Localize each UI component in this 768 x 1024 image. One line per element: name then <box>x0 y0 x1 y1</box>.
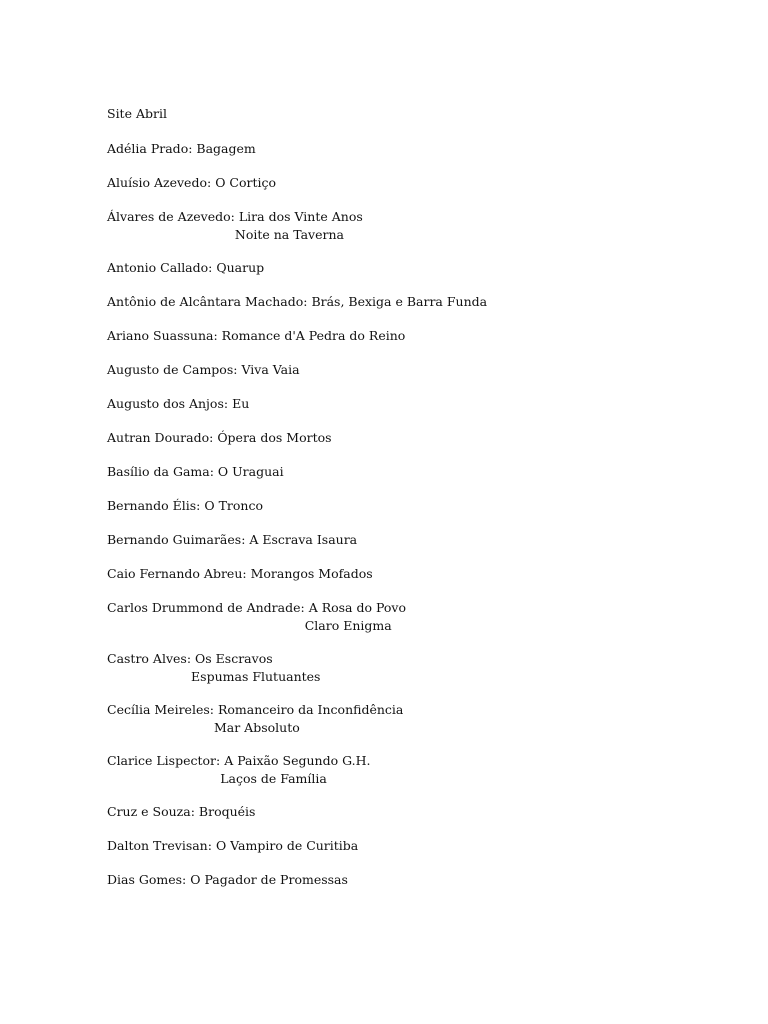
entry-line <box>107 650 487 668</box>
work-title: O Uraguai <box>217 464 284 479</box>
author-name: Cruz e Souza: <box>107 804 195 819</box>
entry <box>107 752 487 787</box>
entry <box>107 208 487 243</box>
work-title: Quarup <box>216 260 265 275</box>
entry <box>107 837 487 855</box>
entry <box>107 259 487 277</box>
entry-line <box>107 599 487 617</box>
work-title: Os Escravos <box>195 651 273 666</box>
work-title: Mar Absoluto <box>213 719 300 735</box>
author-name: Augusto de Campos: <box>107 362 238 377</box>
work-title: Noite na Taverna <box>234 226 344 242</box>
entry-line <box>107 327 487 345</box>
entry <box>107 497 487 515</box>
entry-line <box>107 565 487 583</box>
entry <box>107 463 487 481</box>
entry-line <box>107 140 487 158</box>
work-title: Morangos Mofados <box>250 566 373 581</box>
work-title: A Rosa do Povo <box>308 600 406 615</box>
author-works-list <box>107 140 487 905</box>
entry <box>107 174 487 192</box>
work-title: Broquéis <box>198 804 256 819</box>
entry-line <box>107 701 487 719</box>
entry-line <box>107 463 487 481</box>
work-title: Brás, Bexiga e Barra Funda <box>311 294 488 309</box>
work-title: Romanceiro da Inconfidência <box>217 702 404 717</box>
work-title: Ópera dos Mortos <box>217 430 332 445</box>
entry-line <box>107 803 487 821</box>
work-title: Laços de Família <box>220 770 327 786</box>
entry <box>107 803 487 821</box>
author-name: Álvares de Azevedo: <box>107 209 235 224</box>
author-name: Carlos Drummond de Andrade: <box>107 600 305 615</box>
author-name: Dias Gomes: <box>107 872 187 887</box>
entry <box>107 327 487 345</box>
entry <box>107 531 487 549</box>
entry-line <box>107 395 487 413</box>
author-name: Caio Fernando Abreu: <box>107 566 247 581</box>
entry-line <box>107 361 487 379</box>
entry-line <box>107 293 487 311</box>
work-title: Viva Vaia <box>241 362 300 377</box>
work-title: Bagagem <box>196 141 256 156</box>
work-title: Espumas Flutuantes <box>191 668 321 684</box>
entry-line <box>107 208 487 226</box>
entry-line <box>107 497 487 515</box>
entry <box>107 650 487 685</box>
entry <box>107 871 487 889</box>
entry <box>107 293 487 311</box>
work-title: Lira dos Vinte Anos <box>238 209 363 224</box>
work-title: A Paixão Segundo G.H. <box>224 753 371 768</box>
entry-line <box>107 531 487 549</box>
work-title: Eu <box>232 396 250 411</box>
entry-line <box>107 752 487 770</box>
author-name: Antonio Callado: <box>107 260 213 275</box>
entry-line <box>107 259 487 277</box>
work-title: Claro Enigma <box>304 617 392 633</box>
entry <box>107 395 487 413</box>
entry <box>107 599 487 634</box>
entry-line <box>107 429 487 447</box>
work-title: O Vampiro de Curitiba <box>215 838 359 853</box>
author-name: Castro Alves: <box>107 651 192 666</box>
work-title: A Escrava Isaura <box>249 532 358 547</box>
author-name: Antônio de Alcântara Machado: <box>107 294 308 309</box>
author-name: Dalton Trevisan: <box>107 838 212 853</box>
author-name: Bernando Élis: <box>107 498 201 513</box>
entry <box>107 701 487 736</box>
author-name: Aluísio Azevedo: <box>107 175 212 190</box>
author-name: Basílio da Gama: <box>107 464 214 479</box>
author-name: Cecília Meireles: <box>107 702 214 717</box>
work-title: Romance d'A Pedra do Reino <box>221 328 406 343</box>
entry-line <box>107 174 487 192</box>
work-title: O Tronco <box>204 498 263 513</box>
author-name: Autran Dourado: <box>107 430 214 445</box>
entry-line <box>107 871 487 889</box>
entry-line <box>107 837 487 855</box>
work-title: O Pagador de Promessas <box>190 872 348 887</box>
author-name: Adélia Prado: <box>107 141 193 156</box>
author-name: Ariano Suassuna: <box>107 328 218 343</box>
document-title: Site Abril <box>107 106 167 121</box>
entry <box>107 361 487 379</box>
work-title: O Cortiço <box>215 175 277 190</box>
entry <box>107 429 487 447</box>
entry <box>107 565 487 583</box>
author-name: Clarice Lispector: <box>107 753 221 768</box>
author-name: Bernando Guimarães: <box>107 532 246 547</box>
entry <box>107 140 487 158</box>
author-name: Augusto dos Anjos: <box>107 396 229 411</box>
